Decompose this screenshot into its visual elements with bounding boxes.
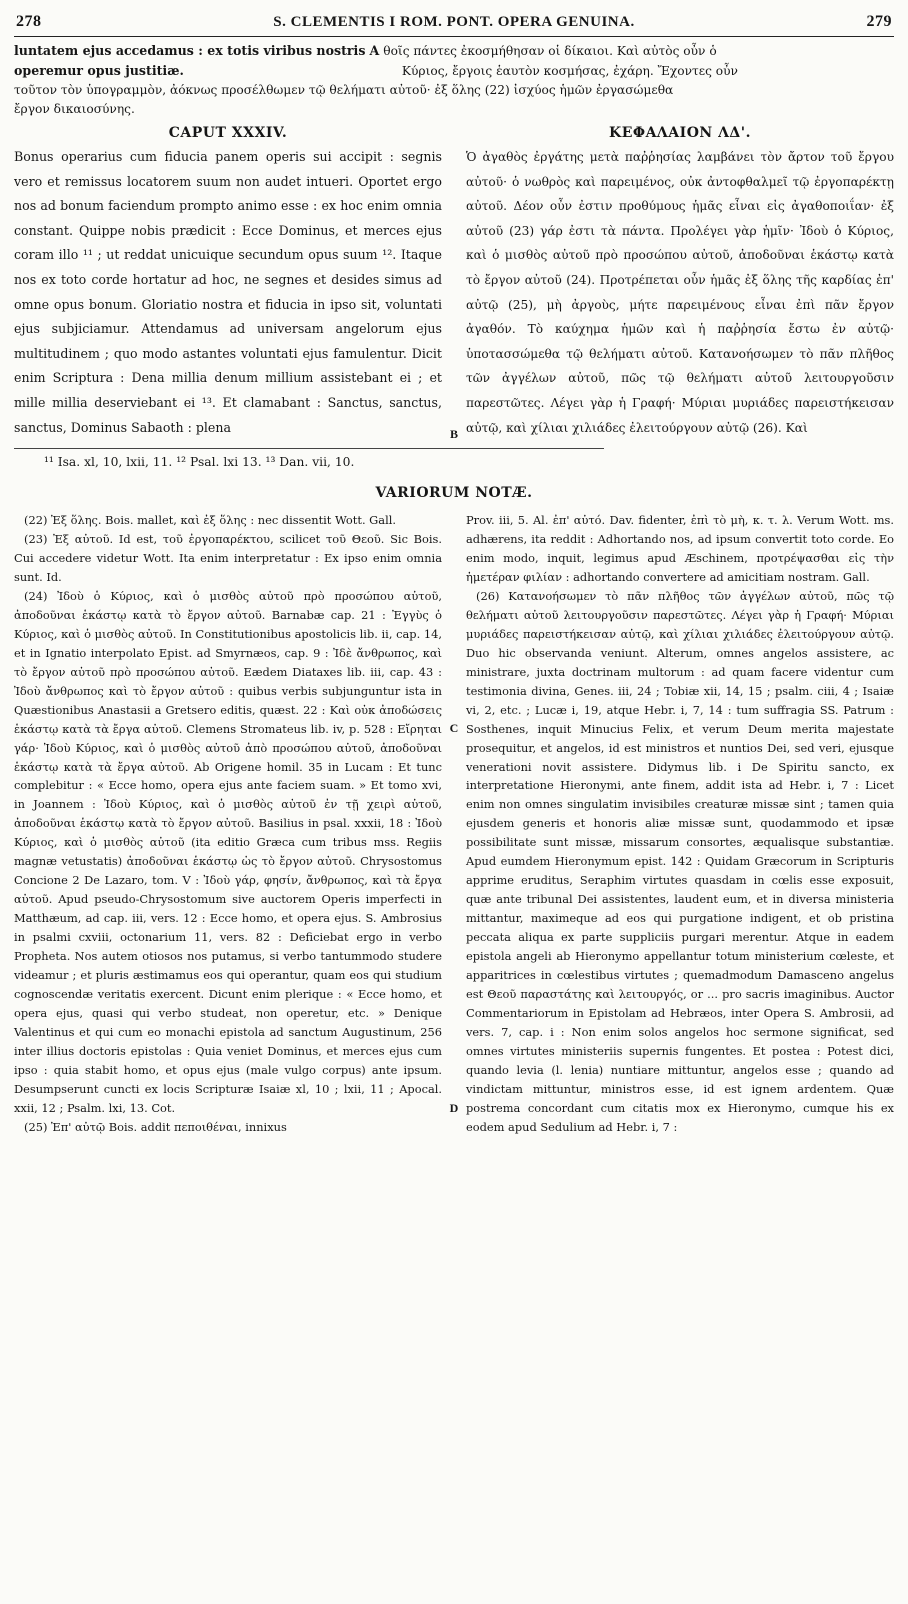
intro-greek-line-1: θοῖς πάντες ἐκοσμήθησαν οἱ δίκαιοι. Καὶ αὐτὸς οὖν ὁ xyxy=(383,44,717,58)
note-26: (26) Κατανοήσωμεν τὸ πᾶν πλῆθος τῶν ἀγγέλων αὐτοῦ, πῶς τῷ θελήματι αὐτοῦ λειτουργοῦσιν παρεστῶτες. Λέγει γὰρ ἡ Γραφή· Μύριαι μυριάδες παρειστήκεισαν αὐτῷ, καὶ χίλιαι χιλιάδες ἐλειτούργουν αὐτῷ. Duo hic observanda veniunt. Alterum, omnes angelos assistere, ac ministrare, juxta doctrinam multorum : ad quam facere videntur cum testimonia divina, Genes. iii, 24 ; Tobiæ xii, 14, 15 ; psalm. ciii, 4 ; Isaiæ vi, 2, etc. ; Lucæ i, 19, atque Hebr. i, 7, 14 : tum suffragia SS. Patrum : Sosthenes, inquit Minucius Felix, et verum Deum merita majestate prosequitur, et angelos, id est ministros et nuntios Dei, sed veri, ejusque venerationi novit assistere. Didymus lib. i De Spiritu sancto, ex interpretatione Hieronymi, ante finem, addit ista ad Hebr. i, 7 : Licet enim non omnes singulatim invisibiles creaturæ missæ sint ; tamen quia ejusdem generis et honoris aliæ missæ sunt, quodammodo et ipsæ possibilitate sunt missæ, missarum consortes, æqualisque substantiæ. Apud eumdem Hieronymum epist. 142 : Quidam Græcorum in Scripturis apprime eruditus, Seraphim virtutes quasdam in cœlis esse exposuit, quæ ante tribunal Dei assistentes, laudent eum, et in diversa ministeria mittantur, maximeque ad eos qui purgatione indigent, et ob pristina peccata aliqua ex parte suppliciis purgari merentur. Atque in eadem epistola angeli ab Hieronymo appellantur totum ministerium cœleste, et apparitrices in cœlestibus virtutes ; quemadmodum Damasceno angelus est Θεοῦ παραστάτης καὶ λειτουργός, or ... pro sacris imaginibus. Auctor Commentariorum in Epistolam ad Hebræos, inter Opera S. Ambrosii, ad vers. 7, cap. i : Non enim solos angelos hoc sermone significat, sed omnes virtutes ministeriis supernis fungentes. Et postea : Potest dici, quando levia (l. lenia) nuntiare mittuntur, angelos esse ; quando ad vindictam mittuntur, ministros esse, id est ignem ardentem. Quæ postrema concordant cum citatis mox ex Hieronymo, cumque his ex eodem apud Sedulium ad Hebr. i, 7 : xyxy=(466,588,894,1134)
page-number-right: 279 xyxy=(866,13,892,30)
page-number-left: 278 xyxy=(16,13,42,30)
running-head xyxy=(14,8,894,37)
margin-marker-d: D xyxy=(449,1101,459,1116)
notes-right-column xyxy=(454,511,894,1136)
note-22: (22) Ἐξ ὅλης. Bois. mallet, καὶ ἐξ ὅλης : nec dissentit Wott. Gall. xyxy=(24,513,396,528)
variorum-heading: VARIORUM NOTÆ. xyxy=(375,485,533,502)
running-title: S. CLEMENTIS I ROM. PONT. OPERA GENUINA. xyxy=(273,14,635,30)
scripture-footnotes: ¹¹ Isa. xl, 10, lxii, 11. ¹² Psal. lxi 13. ¹³ Dan. vii, 10. xyxy=(14,448,604,469)
intro-row-1 xyxy=(14,41,894,61)
note-25: (25) Ἐπ' αὐτῷ Bois. addit πεποιθέναι, innixus xyxy=(24,1119,287,1134)
margin-marker-c: C xyxy=(449,721,459,736)
intro-row-2 xyxy=(14,61,894,81)
latin-column xyxy=(14,119,454,440)
variorum-notes xyxy=(14,511,894,1136)
latin-chapter-text: Bonus operarius cum fiducia panem operis sui accipit : segnis vero et remissus locatorem suum non audet intueri. Oportet ergo nos ad bonum faciendum prompto animo esse : ex hoc enim omnia constant. Quippe nobis prædicit : Ecce Dominus, et merces ejus coram illo ¹¹ ; ut reddat unicuique secundum opus suum ¹². Itaque nos ex toto corde hortatur ad hoc, ne segnes et desides simus ad omne opus bonum. Gloriatio nostra et fiducia in ipso sit, voluntati ejus subjiciamur. Attendamus ad universam angelorum ejus multitudinem ; quo modo astantes voluntati ejus famulentur. Dicit enim Scriptura : Dena millia denum millium assistebant ei ; et mille millia deserviebant ei ¹³. Et clamabant : Sanctus, sanctus, sanctus, Dominus Sabaoth : plena xyxy=(14,149,442,435)
intro-greek-line-3: τοῦτον τὸν ὑπογραμμὸν, ἀόκνως προσέλθωμεν τῷ θελήματι αὐτοῦ· ἐξ ὅλης (22) ἰσχύος ἡμῶν ἐργασώμεθα xyxy=(14,83,674,97)
note-24: (24) Ἰδοὺ ὁ Κύριος, καὶ ὁ μισθὸς αὐτοῦ πρὸ προσώπου αὐτοῦ, ἀποδοῦναι ἑκάστῳ κατὰ τὸ ἔργον αὐτοῦ. Barnabæ cap. 21 : Ἐγγὺς ὁ Κύριος, καὶ ὁ μισθὸς αὐτοῦ. In Constitutionibus apostolicis lib. ii, cap. 14, et in Ignatio interpolato Epist. ad Smyrnæos, cap. 9 : Ἰδὲ ἄνθρωπος, καὶ τὸ ἔργον αὐτοῦ πρὸ προσώπου αὐτοῦ. Eædem Diataxes lib. iii, cap. 43 : Ἰδοὺ ἄνθρωπος καὶ τὸ ἔργον αὐτοῦ : quibus verbis subjunguntur ista in Quæstionibus Anastasii a Gretsero editis, quæst. 22 : Καὶ οὐκ ἀποδώσεις ἑκάστῳ κατὰ τὰ ἔργα αὐτοῦ. Clemens Stromateus lib. iv, p. 528 : Εἴρηται γάρ· Ἰδοὺ Κύριος, καὶ ὁ μισθὸς αὐτοῦ ἀπὸ προσώπου αὐτοῦ, ἀποδοῦναι ἑκάστῳ κατὰ τὰ ἔργα αὐτοῦ. Ab Origene homil. 35 in Lucam : Et tunc complebitur : « Ecce homo, opera ejus ante faciem suam. » Et tomo xvi, in Joannem : Ἰδοὺ Κύριος, καὶ ὁ μισθὸς αὐτοῦ ἐν τῇ χειρὶ αὐτοῦ, ἀποδοῦναι ἑκάστῳ κατὰ τὸ ἔργον αὐτοῦ. Basilius in psal. xxxii, 18 : Ἰδοὺ Κύριος, καὶ ὁ μισθὸς αὐτοῦ (ita editio Græca cum tribus mss. Regiis magnæ vetustatis) ἀποδοῦναι ἑκάστῳ ὡς τὸ ἔργον αὐτοῦ. Chrysostomus Concione 2 De Lazaro, tom. V : Ἰδοὺ γάρ, φησίν, ἄνθρωπος, καὶ τὰ ἔργα αὐτοῦ. Apud pseudo-Chrysostomum sive auctorem Operis imperfecti in Matthæum, ad cap. iii, vers. 12 : Ecce homo, et opera ejus. S. Ambrosius in psalmi cxviii, octonarium 11, vers. 82 : Deficiebat ergo in verbo Propheta. Nos autem otiosos nos putamus, si verbo tantummodo studere videamur ; et pluris æstimamus eos qui operantur, quam eos qui studium cognoscendæ veritatis exercent. Dicunt enim plerique : « Ecce homo, et opera ejus, quasi qui verbo studeat, non operetur, etc. » Denique Valentinus et qui cum eo monachi epistola ad sanctum Augustinum, 256 inter illius doctoris epistolas : Quia veniet Dominus, et merces ejus cum ipso : quia stabit homo, et opus ejus (male vulgo corpus) ante ipsum. Desumpserunt cuncti ex locis Scripturæ Isaiæ xl, 10 ; lxii, 11 ; Apocal. xxii, 12 ; Psalm. lxi, 13. Cot. xyxy=(14,588,442,1115)
notes-left-column xyxy=(14,511,454,1136)
intro-greek-line-4: ἔργον δικαιοσύνης. xyxy=(14,102,135,116)
intro-lines xyxy=(14,41,894,119)
intro-greek-line-2: Κύριος, ἔργοις ἑαυτὸν κοσμήσας, ἐχάρη. Ἔχοντες οὖν xyxy=(401,64,738,78)
note-25-continued: Prov. iii, 5. Al. ἐπ' αὐτό. Dav. fidenter, ἐπὶ τὸ μὴ, κ. τ. λ. Verum Wott. ms. adhærens, ita reddit : Adhortando nos, ad ipsum convertit toto corde. Eo enim modo, inquit, legimus apud Æschinem, προτρέψασθαι εἰς τὴν ἡμετέραν φιλίαν : adhortando convertere ad amicitiam nostram. Gall. xyxy=(466,513,894,584)
greek-column xyxy=(454,119,894,440)
greek-chapter-heading: ΚΕΦΑΛΑΙΟΝ ΛΔ'. xyxy=(609,125,751,141)
intro-latin-line-2: operemur opus justitiæ. xyxy=(14,63,184,78)
margin-marker-a: A xyxy=(369,43,380,58)
document-page xyxy=(14,8,894,1596)
note-23: (23) Ἐξ αὐτοῦ. Id est, τοῦ ἐργοπαρέκτου, scilicet τοῦ Θεοῦ. Sic Bois. Cui accedere videtur Wott. Ita enim interpretatur : Ex ipso enim omnia sunt. Id. xyxy=(14,532,442,584)
margin-marker-b: B xyxy=(449,427,458,441)
latin-chapter-heading: CAPUT XXXIV. xyxy=(168,125,288,141)
intro-latin-line-1: luntatem ejus accedamus : ex totis viribus nostris xyxy=(14,43,366,58)
greek-chapter-text: Ὁ ἀγαθὸς ἐργάτης μετὰ παῤῥησίας λαμβάνει τὸν ἄρτον τοῦ ἔργου αὐτοῦ· ὁ νωθρὸς καὶ παρειμένος, οὐκ ἀντοφθαλμεῖ τῷ ἐργοπαρέκτῃ αὐτοῦ. Δέον οὖν ἐστιν προθύμους ἡμᾶς εἶναι εἰς ἀγαθοποιΐαν· ἐξ αὐτοῦ (23) γάρ ἐστι τὰ πάντα. Προλέγει γὰρ ἡμῖν· Ἰδοὺ ὁ Κύριος, καὶ ὁ μισθὸς αὐτοῦ πρὸ προσώπου αὐτοῦ, ἀποδοῦναι ἑκάστῳ κατὰ τὸ ἔργον αὐτοῦ (24). Προτρέπεται οὖν ἡμᾶς ἐξ ὅλης τῆς καρδίας ἐπ' αὐτῷ (25), μὴ ἀργοὺς, μήτε παρειμένους εἶναι ἐπὶ πᾶν ἔργον ἀγαθόν. Τὸ καύχημα ἡμῶν καὶ ἡ παῤῥησία ἔστω ἐν αὐτῷ· ὑποτασσώμεθα τῷ θελήματι αὐτοῦ. Κατανοήσωμεν τὸ πᾶν πλῆθος τῶν ἀγγέλων αὐτοῦ, πῶς τῷ θελήματι αὐτοῦ λειτουργοῦσιν παρεστῶτες. Λέγει γὰρ ἡ Γραφή· Μύριαι μυριάδες παρειστήκεισαν αὐτῷ, καὶ χίλιαι χιλιάδες ἐλειτούργουν αὐτῷ (26). Καὶ xyxy=(466,150,894,435)
chapter-columns xyxy=(14,119,894,440)
